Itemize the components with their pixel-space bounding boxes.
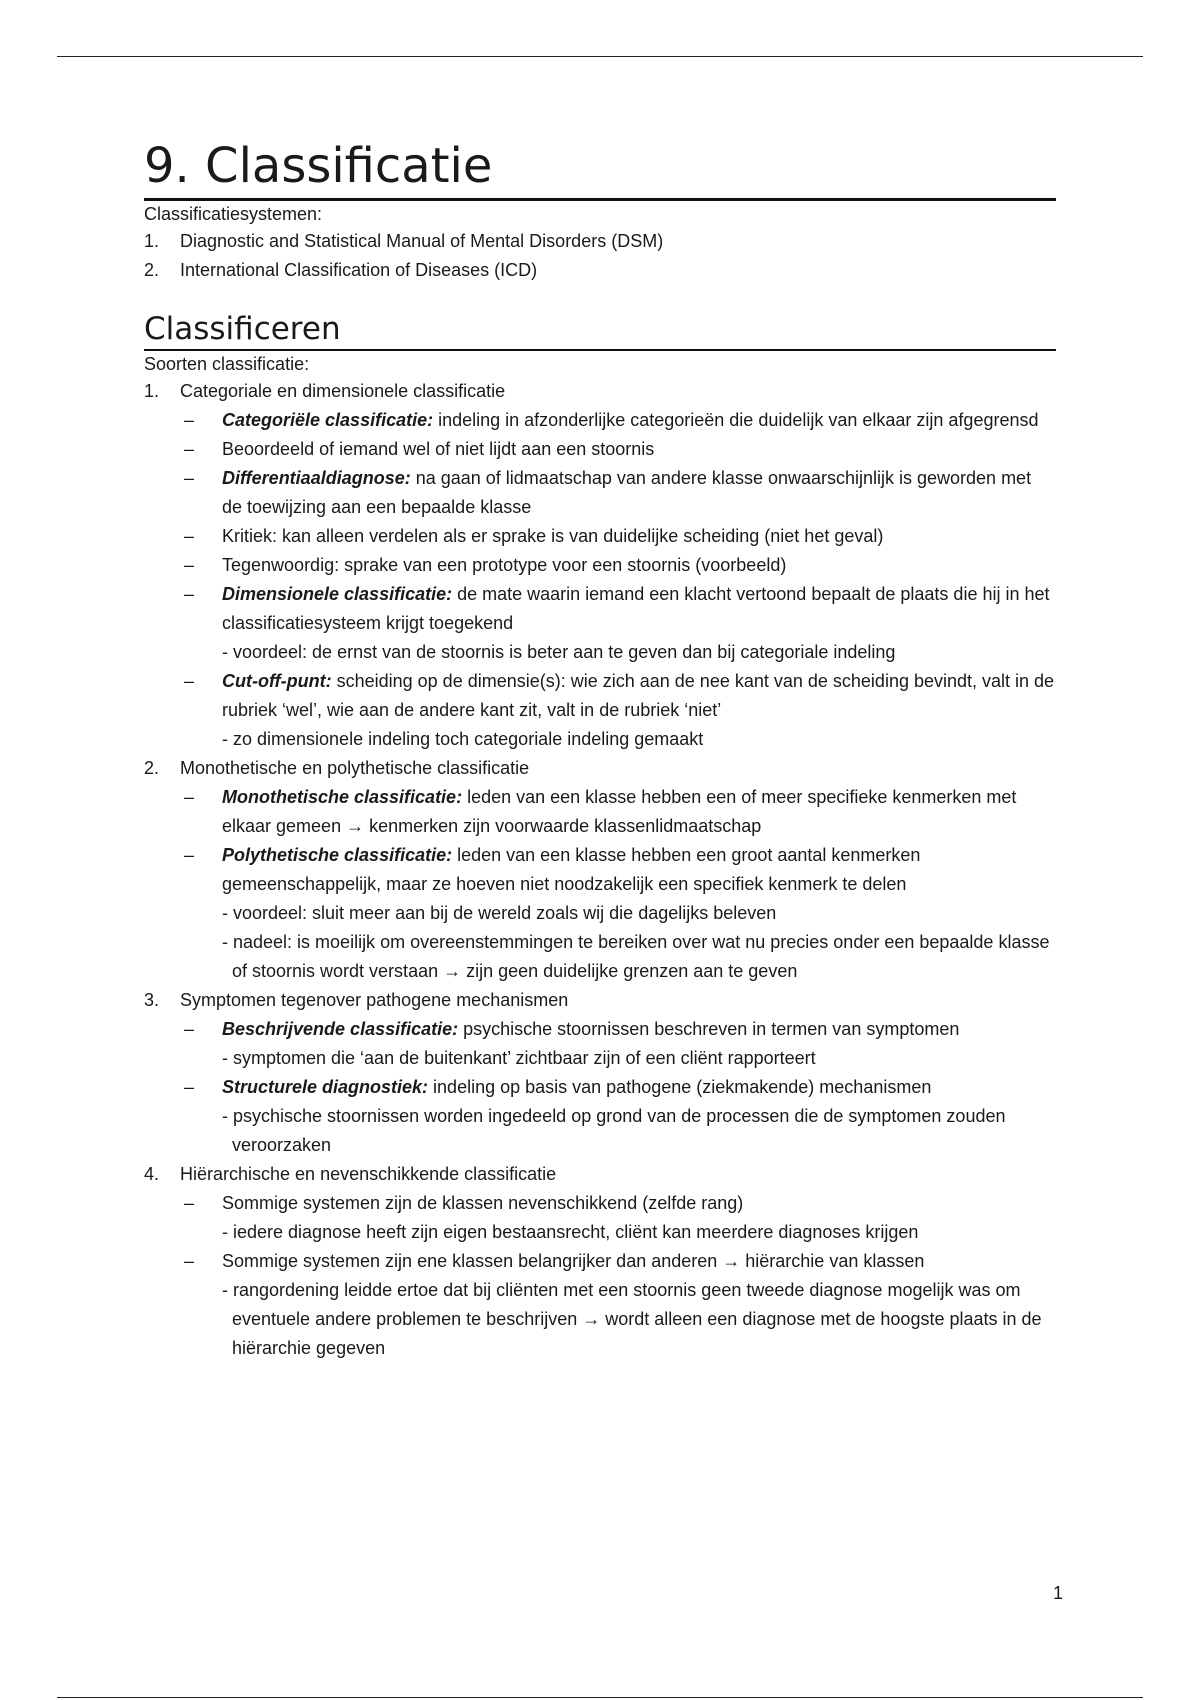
dash-bullet: – xyxy=(184,1018,195,1039)
dash-bullet: – xyxy=(184,409,195,430)
dash-list xyxy=(180,1015,1056,1160)
term: Cut-off-punt: xyxy=(222,670,332,691)
dash-bullet: – xyxy=(184,438,195,459)
list-number: 2. xyxy=(144,757,160,778)
dash-item xyxy=(180,1247,1056,1363)
dash-list xyxy=(180,783,1056,986)
list-item xyxy=(144,986,1056,1160)
term: Dimensionele classificatie: xyxy=(222,583,453,604)
group-title: Categoriale en dimensionele classificatie xyxy=(180,380,506,401)
list-number: 4. xyxy=(144,1163,160,1184)
item-text: Sommige systemen zijn de klassen nevenschikkend (zelfde rang) xyxy=(222,1192,744,1213)
dash-item xyxy=(180,551,1056,580)
sub-note: - zo dimensionele indeling toch categoriale indeling gemaakt xyxy=(222,728,704,749)
dash-item xyxy=(180,406,1056,435)
classification-list xyxy=(144,377,1056,1363)
list-item xyxy=(144,1160,1056,1363)
dash-bullet: – xyxy=(184,525,195,546)
term: Differentiaaldiagnose: xyxy=(222,467,411,488)
term: Monothetische classificatie: xyxy=(222,786,463,807)
term: Categoriële classificatie: xyxy=(222,409,434,430)
item-text: na gaan of lidmaatschap van andere klasse onwaarschijnlijk is geworden met de toewijzing aan een bepaalde klasse xyxy=(222,467,1032,517)
sub-note: - nadeel: is moeilijk om overeenstemmingen te bereiken over wat nu precies onder een bepaalde klasse of stoornis wordt verstaan → zijn geen duidelijke grenzen aan te geven xyxy=(222,931,1050,981)
term: Polythetische classificatie: xyxy=(222,844,453,865)
page-title: 9. Classificatie xyxy=(144,140,1056,201)
list-item: 2. International Classification of Diseases (ICD) xyxy=(144,259,538,280)
dash-item xyxy=(180,464,1056,522)
group-title: Symptomen tegenover pathogene mechanismen xyxy=(180,989,569,1010)
item-text: Sommige systemen zijn ene klassen belangrijker dan anderen → hiërarchie van klassen xyxy=(222,1250,925,1271)
item-text: de mate waarin iemand een klacht vertoond bepaalt de plaats die hij in het classificatiesysteem krijgt toegekend xyxy=(222,583,1050,633)
sub-note: - symptomen die ‘aan de buitenkant’ zichtbaar zijn of een cliënt rapporteert xyxy=(222,1047,816,1068)
dash-bullet: – xyxy=(184,844,195,865)
item-text: scheiding op de dimensie(s): wie zich aan de nee kant van de scheiding bevindt, valt in de rubriek ‘wel’, wie aan de andere kant zit, valt in de rubriek ‘niet’ xyxy=(222,670,1055,720)
sub-note: - voordeel: sluit meer aan bij de wereld zoals wij die dagelijks beleven xyxy=(222,902,777,923)
sub-note: - iedere diagnose heeft zijn eigen bestaansrecht, cliënt kan meerdere diagnoses krijgen xyxy=(222,1221,919,1242)
intro-list xyxy=(144,227,1056,285)
dash-item xyxy=(180,580,1056,667)
item-text: indeling in afzonderlijke categorieën die duidelijk van elkaar zijn afgegrensd xyxy=(433,409,1039,430)
sub-note: - voordeel: de ernst van de stoornis is beter aan te geven dan bij categoriale indeling xyxy=(222,641,896,662)
dash-item xyxy=(180,1015,1056,1073)
list-number: 3. xyxy=(144,989,160,1010)
dash-item xyxy=(180,1073,1056,1160)
dash-item xyxy=(180,522,1056,551)
page-number: 1 xyxy=(1052,1583,1063,1603)
item-text: Beoordeeld of iemand wel of niet lijdt aan een stoornis xyxy=(222,438,655,459)
sub-note: - psychische stoornissen worden ingedeeld op grond van de processen die de symptomen zouden veroorzaken xyxy=(222,1105,1006,1155)
dash-bullet: – xyxy=(184,1250,195,1271)
group-title: Monothetische en polythetische classificatie xyxy=(180,757,530,778)
dash-list xyxy=(180,1189,1056,1363)
list-item xyxy=(144,754,1056,986)
list-item xyxy=(144,377,1056,754)
dash-bullet: – xyxy=(184,786,195,807)
group-title: Hiërarchische en nevenschikkende classificatie xyxy=(180,1163,557,1184)
dash-item xyxy=(180,435,1056,464)
item-text: Kritiek: kan alleen verdelen als er sprake is van duidelijke scheiding (niet het geval) xyxy=(222,525,884,546)
dash-bullet: – xyxy=(184,554,195,575)
term: Beschrijvende classificatie: xyxy=(222,1018,459,1039)
dash-item xyxy=(180,1189,1056,1247)
footer-rule xyxy=(57,1697,1143,1698)
item-text: leden van een klasse hebben een groot aantal kenmerken gemeenschappelijk, maar ze hoeven niet noodzakelijk een specifiek kenmerk te delen xyxy=(222,844,921,894)
dash-bullet: – xyxy=(184,467,195,488)
section-label: Soorten classificatie: xyxy=(144,353,310,374)
item-text: psychische stoornissen beschreven in termen van symptomen xyxy=(458,1018,960,1039)
list-number: 1. xyxy=(144,380,160,401)
item-text: leden van een klasse hebben een of meer specifieke kenmerken met elkaar gemeen → kenmerken zijn voorwaarde klassenlidmaatschap xyxy=(222,786,1017,836)
document-body xyxy=(144,140,1056,1363)
item-text: Tegenwoordig: sprake van een prototype voor een stoornis (voorbeeld) xyxy=(222,554,787,575)
dash-bullet: – xyxy=(184,583,195,604)
dash-item xyxy=(180,667,1056,754)
intro-label: Classificatiesystemen: xyxy=(144,203,323,224)
list-item: 1. Diagnostic and Statistical Manual of Mental Disorders (DSM) xyxy=(144,230,664,251)
dash-bullet: – xyxy=(184,1076,195,1097)
dash-item xyxy=(180,783,1056,841)
sub-note: - rangordening leidde ertoe dat bij cliënten met een stoornis geen tweede diagnose mogelijk was om eventuele andere problemen te beschrijven → wordt alleen een diagnose met de hoogste plaats in de hiërarchie gegeven xyxy=(222,1279,1042,1358)
dash-bullet: – xyxy=(184,670,195,691)
dash-list xyxy=(180,406,1056,754)
section-heading: Classificeren xyxy=(144,311,1056,351)
term: Structurele diagnostiek: xyxy=(222,1076,429,1097)
dash-bullet: – xyxy=(184,1192,195,1213)
dash-item xyxy=(180,841,1056,986)
item-text: indeling op basis van pathogene (ziekmakende) mechanismen xyxy=(428,1076,932,1097)
header-rule xyxy=(57,56,1143,57)
